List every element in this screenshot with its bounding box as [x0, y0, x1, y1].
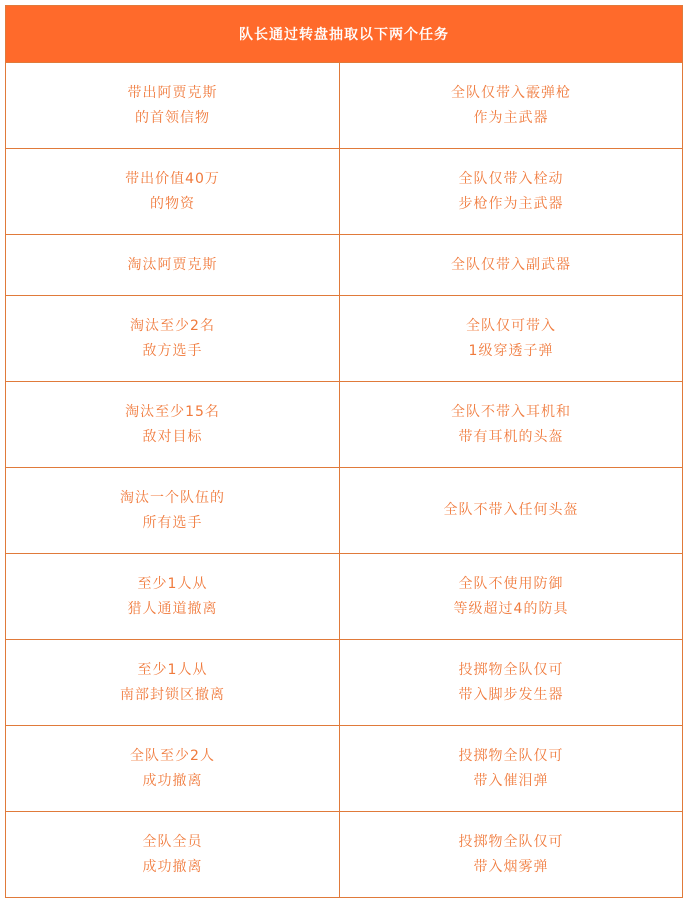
- table-row: [6, 235, 683, 296]
- task-cell-left: [6, 640, 340, 726]
- task-cell-left: [6, 63, 340, 149]
- task-cell-right: [340, 554, 683, 640]
- table-row: [6, 63, 683, 149]
- cell-line: 1级穿透子弹: [468, 342, 554, 359]
- table-header: 队长通过转盘抽取以下两个任务: [6, 6, 683, 63]
- cell-line: 全队仅带入副武器: [451, 256, 571, 273]
- cell-line: 投掷物全队仅可: [458, 661, 564, 678]
- task-cell-right: [340, 812, 683, 898]
- task-cell-right: [340, 382, 683, 468]
- cell-line: 全队仅带入栓动: [458, 170, 564, 187]
- task-cell-left: [6, 149, 340, 235]
- task-cell-right: [340, 468, 683, 554]
- task-cell-left: [6, 726, 340, 812]
- table-row: [6, 382, 683, 468]
- cell-line: 带出阿贾克斯: [127, 84, 218, 101]
- cell-line: 投掷物全队仅可: [458, 747, 564, 764]
- table-row: [6, 726, 683, 812]
- cell-line: 等级超过4的防具: [453, 600, 569, 617]
- task-cell-left: [6, 812, 340, 898]
- table-row: [6, 149, 683, 235]
- cell-line: 敌对目标: [142, 428, 203, 445]
- task-cell-left: [6, 296, 340, 382]
- cell-line: 全队至少2人: [130, 747, 215, 764]
- task-cell-right: [340, 726, 683, 812]
- task-cell-right: [340, 63, 683, 149]
- task-cell-left: [6, 235, 340, 296]
- table-row: [6, 468, 683, 554]
- cell-line: 所有选手: [142, 514, 203, 531]
- table-row: [6, 812, 683, 898]
- cell-line: 淘汰一个队伍的: [120, 489, 225, 506]
- cell-line: 带入烟雾弹: [473, 858, 549, 875]
- table-row: [6, 554, 683, 640]
- cell-line: 成功撤离: [142, 772, 203, 789]
- table-row: [6, 296, 683, 382]
- cell-line: 全队全员: [142, 833, 203, 850]
- cell-line: 淘汰阿贾克斯: [127, 256, 218, 273]
- cell-line: 的首领信物: [135, 109, 210, 126]
- cell-line: 全队仅带入霰弹枪: [451, 84, 571, 101]
- task-cell-left: [6, 382, 340, 468]
- cell-line: 带入催泪弹: [473, 772, 549, 789]
- cell-line: 至少1人从: [137, 661, 208, 678]
- cell-line: 投掷物全队仅可: [458, 833, 564, 850]
- cell-line: 全队不带入耳机和: [451, 403, 571, 420]
- cell-line: 成功撤离: [142, 858, 203, 875]
- cell-line: 猎人通道撤离: [127, 600, 218, 617]
- cell-line: 南部封锁区撤离: [120, 686, 225, 703]
- task-cell-left: [6, 554, 340, 640]
- cell-line: 带有耳机的头盔: [458, 428, 564, 445]
- task-cell-right: [340, 235, 683, 296]
- cell-line: 淘汰至少2名: [130, 317, 215, 334]
- cell-line: 的物资: [150, 195, 195, 212]
- cell-line: 带入脚步发生器: [458, 686, 564, 703]
- cell-line: 带出价值40万: [125, 170, 220, 187]
- cell-line: 全队不带入任何头盔: [443, 502, 579, 518]
- cell-line: 敌方选手: [142, 342, 203, 359]
- cell-line: 全队仅可带入: [466, 317, 556, 334]
- task-cell-left: [6, 468, 340, 554]
- cell-line: 作为主武器: [473, 109, 549, 126]
- cell-line: 至少1人从: [137, 575, 208, 592]
- task-cell-right: [340, 149, 683, 235]
- table-row: [6, 640, 683, 726]
- task-table: [5, 5, 683, 898]
- task-cell-right: [340, 640, 683, 726]
- cell-line: 全队不使用防御: [458, 575, 564, 592]
- cell-line: 步枪作为主武器: [458, 195, 564, 212]
- task-cell-right: [340, 296, 683, 382]
- cell-line: 淘汰至少15名: [125, 403, 220, 420]
